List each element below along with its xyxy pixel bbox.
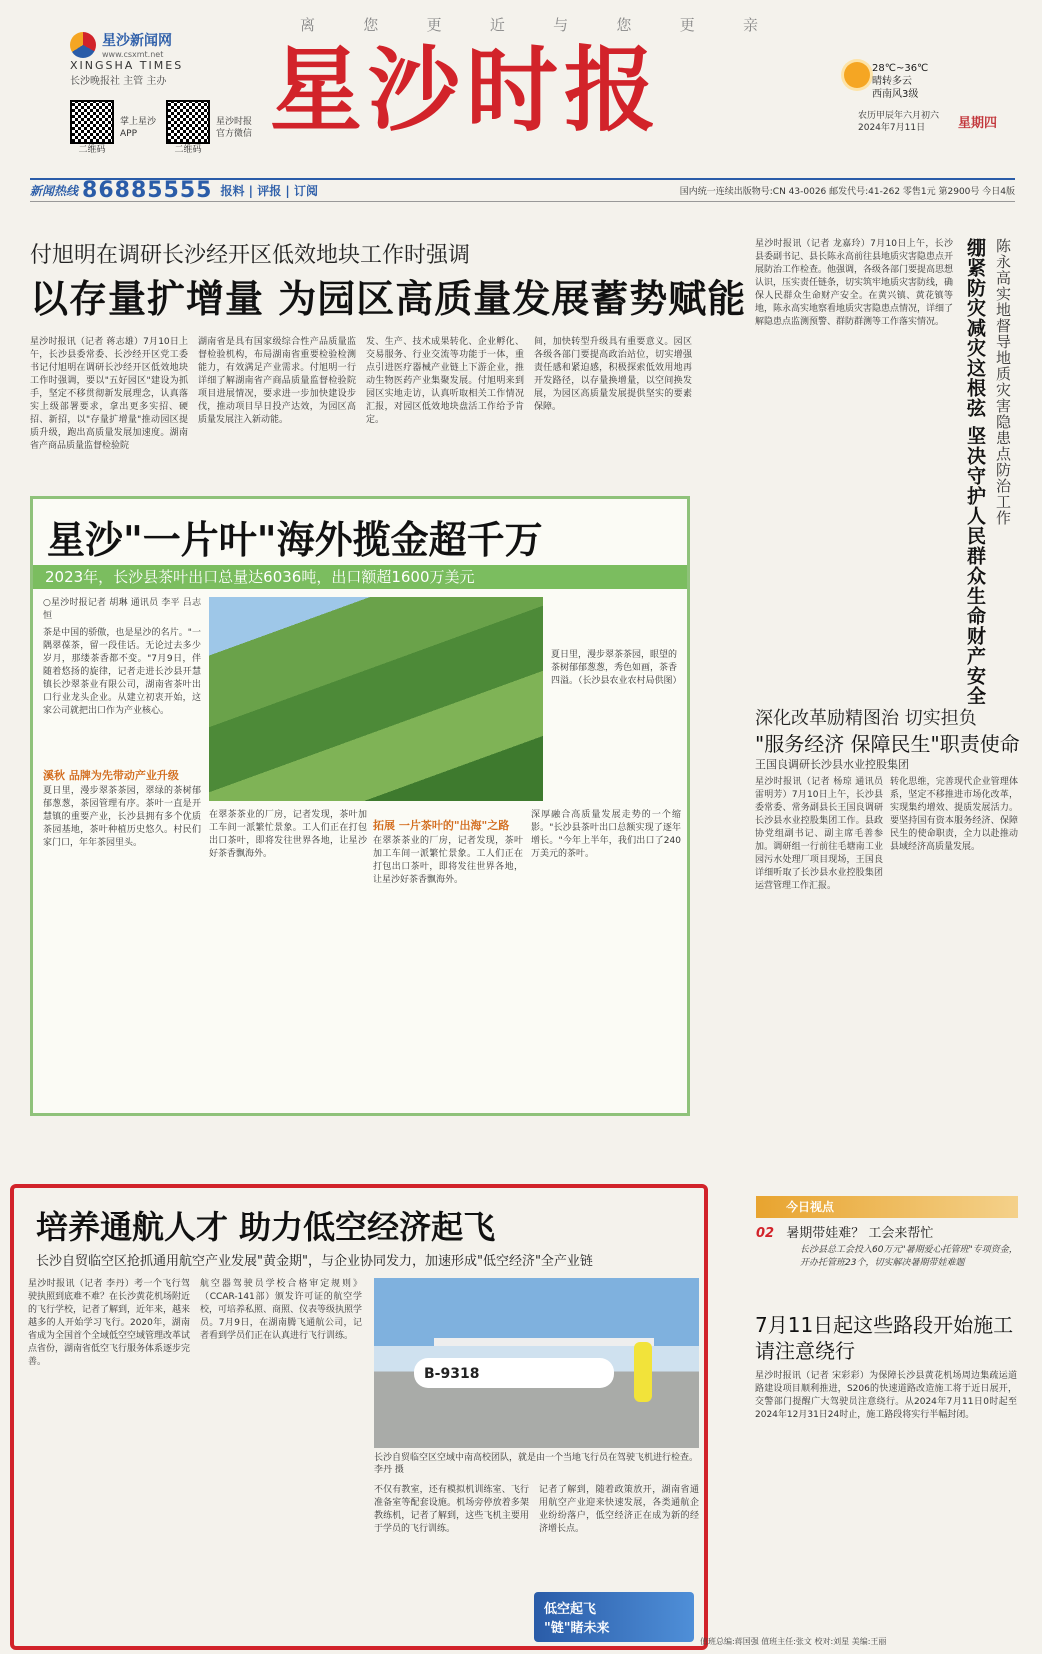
site-url[interactable]: www.csxmt.net xyxy=(102,50,164,59)
slogan-char: 离 xyxy=(300,16,318,34)
wechat-qr-code[interactable] xyxy=(166,100,210,144)
side-kicker: 陈永高实地督导地质灾害隐患点防治工作 xyxy=(994,238,1012,526)
story1-col4: 间，加快转型升级具有重要意义。园区各级各部门要提高政治站位，切实增强责任感和紧迫感，积极探索低效用地再开发路径，以存量换增量，以空间换发展，为园区高质量发展提供坚实的要素保障。 xyxy=(534,337,692,412)
byline: ○星沙时报记者 胡琳 通讯员 李平 吕志恒 xyxy=(43,598,201,621)
slogan-char: 更 xyxy=(679,16,697,34)
story2-col1: 茶是中国的骄傲，也是星沙的名片。"一隅翠葆茶，留一段佳话。无论过去多少岁月，那缕茶香都不变。"7月9日，伴随着悠扬的旋律，记者走进长沙县开慧镇长沙翠茶业有限公司，湖南省茶叶出口行业龙头企业。从建立初衷开始，这家公司就把出口作为产业核心。 xyxy=(43,628,201,716)
hotline-number[interactable]: 86885555 xyxy=(82,178,213,203)
plane-registration: B-9318 xyxy=(424,1366,480,1382)
story2-col4: 深厚融合高质量发展走势的一个缩影。"长沙县茶叶出口总额实现了逐年增长。"今年上半年，我们出口了240万美元的茶叶。 xyxy=(531,810,681,859)
story3-subhead: 王国良调研长沙县水业控股集团 xyxy=(755,758,909,771)
app-label: 掌上星沙APP xyxy=(120,117,157,139)
story3-headline[interactable]: "服务经济 保障民生"职责使命 xyxy=(755,732,1020,756)
lunar-date: 农历甲辰年六月初六 xyxy=(858,111,940,121)
story3-body: 星沙时报讯（记者 杨琼 通讯员 雷明芳）7月10日上午，长沙县委常委、常务副县长王国良调研长沙县水业控股集团工作。县政协党组副书记、副主席毛善参加。调研组一行前往毛塘南工业园污水处理厂项目现场，王国良详细听取了长沙县水业控股集团运营管理工作汇报。 xyxy=(755,777,883,891)
qr-caption: 二维码 xyxy=(174,145,202,155)
story4-col4: 记者了解到，随着政策放开，湖南省通用航空产业迎来快速发展，各类通航企业纷纷落户，低空经济正在成为新的经济增长点。 xyxy=(539,1485,699,1534)
plane-photo-caption: 长沙自贸临空区空域中南高校团队，就是由一个当地飞行员在驾驶飞机进行检查。李丹 摄 xyxy=(374,1453,699,1475)
story2-subhead: 2023年，长沙县茶叶出口总量达6036吨，出口额超1600万美元 xyxy=(33,565,687,589)
site-logo[interactable] xyxy=(70,30,230,87)
plane-wing xyxy=(434,1338,654,1346)
publish-date: 2024年7月11日 xyxy=(858,123,926,133)
side-headline: 绷紧防灾减灾这根弦 坚决守护人民群众生命财产安全 xyxy=(964,238,986,706)
slogan-char: 您 xyxy=(363,16,381,34)
hotline-label: 新闻热线 xyxy=(30,184,79,198)
slogan-char: 亲 xyxy=(742,16,760,34)
story2-col3b: 在翠茶茶业的厂房，记者发现，茶叶加工车间一派繁忙景象。工人们正在打包出口茶叶，即将发往世界各地，让星沙好茶香飘海外。 xyxy=(373,836,523,885)
logo-swirl-icon xyxy=(70,32,96,58)
low-altitude-badge[interactable] xyxy=(534,1592,694,1642)
slogan-char: 与 xyxy=(553,16,571,34)
story4-headline[interactable]: 培养通航人才 助力低空经济起飞 xyxy=(36,1208,496,1246)
tea-photo-caption: 夏日里，漫步翠茶茶园，眼望的茶树郁郁葱葱，秀色如画，茶香四溢。（长沙县农业农村局供图） xyxy=(551,650,682,686)
publisher: 长沙晚报社 主管 主办 xyxy=(70,76,167,87)
issue-info: 国内统一连续出版物号:CN 43-0026 邮发代号:41-262 零售1元 第2900号 今日4版 xyxy=(679,187,1015,197)
story2-headline[interactable]: 星沙"一片叶"海外揽金超千万 xyxy=(47,518,543,562)
story1-col1: 星沙时报讯（记者 蒋志雄）7月10日上午，长沙县委常委、长沙经开区党工委书记付旭明在调研长沙经开区低效地块工作时强调，要以"五好园区"建设为抓手，坚定不移贯彻新发展理念，认真落实上级部署要求，拿出更多实招、硬招、新招，以"存量扩增量"推动园区提质升级，跑出高质量发展加速度。湖南省产商品质量监督检验院 xyxy=(30,337,188,451)
side-vertical-headline[interactable] xyxy=(962,238,1018,718)
qr-caption: 二维码 xyxy=(78,145,106,155)
story2-byline xyxy=(43,597,201,757)
story2-section1: 溪秋 品牌为先带动产业升级 xyxy=(43,769,179,782)
story4-col3: 不仅有教室，还有模拟机训练室、飞行准备室等配套设施。机场旁停放着多架教练机，记者了解到，这些飞机主要用于学员的飞行训练。 xyxy=(374,1485,529,1534)
story2-box xyxy=(30,496,690,1116)
slogan-char: 近 xyxy=(489,16,507,34)
official-label: 星沙时报官方微信 xyxy=(216,117,253,139)
badge-line2: "链"睹未来 xyxy=(544,1621,610,1636)
story1-col2: 湖南省是具有国家级综合性产品质量监督检验机构，布局湖南省重要检验检测能力，有效满足产业需求。付旭明一行详细了解湖南省产商品质量监督检验院项目进展情况，要求进一步加快建设步伐，推动项目早日投产达效，为园区高质量发展注入新动能。 xyxy=(198,337,356,425)
weather-wind: 西南风3级 xyxy=(872,89,919,100)
weather-temp: 28℃~36℃ xyxy=(872,63,929,74)
badge-line1: 低空起飞 xyxy=(544,1602,597,1617)
masthead-title: 星沙时报 xyxy=(270,36,663,144)
story3-kicker: 深化改革励精图治 切实担负 xyxy=(755,708,977,729)
story4-box xyxy=(10,1184,708,1650)
qr-area xyxy=(70,100,256,156)
story1-headline[interactable]: 以存量扩增量 为园区高质量发展蓄势赋能 xyxy=(30,277,747,321)
story1-col3: 发、生产、技术成果转化、企业孵化、交易服务、行业交流等功能于一体，重点引进医疗器械产业链上下游企业，推动生物医药产业集聚发展。付旭明来到园区实地走访，认真听取相关工作情况汇报，对园区低效地块盘活工作给予肯定。 xyxy=(366,337,524,425)
app-qr-code[interactable] xyxy=(70,100,114,144)
story4-col1: 星沙时报讯（记者 李丹）考一个飞行驾驶执照到底难不难？在长沙黄花机场附近的飞行学校，记者了解到，近年来，越来越多的人开始学习飞行。2020年，湖南省成为全国首个全域低空空域管理改革试点省份，湖南省低空飞行服务体系逐步完善。 xyxy=(28,1279,190,1367)
hotline-links[interactable]: 报料 | 评报 | 订阅 xyxy=(220,184,318,198)
slogan xyxy=(300,14,760,35)
weekday: 星期四 xyxy=(958,116,998,131)
tea-garden-photo[interactable] xyxy=(209,597,543,801)
story2-col3: 在翠茶茶业的厂房，记者发现，茶叶加工车间一派繁忙景象。工人们正在打包出口茶叶，即将发往世界各地，让星沙好茶香飘海外。 xyxy=(209,810,367,859)
story3-body2: 转化思维，完善现代企业管理体系，坚定不移推进市场化改革，实现集约增效、提质发展活力。要坚持国有资本服务经济、保障民生的使命职责，全力以赴推动县域经济高质量发展。 xyxy=(890,777,1018,852)
story2-section2: 拓展 一片茶叶的"出海"之路 xyxy=(373,819,510,832)
sun-icon xyxy=(844,62,870,88)
story5-headline[interactable]: 7月11日起这些路段开始施工 请注意绕行 xyxy=(755,1313,1014,1363)
today-item[interactable] xyxy=(756,1222,1018,1241)
today-page-num: 02 xyxy=(756,1226,775,1241)
story2-col2: 夏日里，漫步翠茶茶园，翠绿的茶树郁郁葱葱，茶园管理有序。茶叶一直是开慧镇的重要产业，长沙县拥有多个优质茶园基地，茶叶种植历史悠久。村民们家门口，年年茶园里头。 xyxy=(43,786,201,848)
story4-subhead: 长沙自贸临空区抢抓通用航空产业发展"黄金期"，与企业协同发力，加速形成"低空经济"全产业链 xyxy=(36,1254,593,1269)
plane-photo[interactable] xyxy=(374,1278,699,1448)
today-desc: 长沙县总工会投入60万元"暑期爱心托管班"专项资金，开办托管班23个，切实解决暑期带娃难题 xyxy=(800,1245,1018,1268)
slogan-char: 更 xyxy=(426,16,444,34)
site-name: 星沙新闻网 xyxy=(102,33,172,49)
story1-kicker: 付旭明在调研长沙经开区低效地块工作时强调 xyxy=(30,243,471,268)
footer-credits: 值班总编:蒋国强 值班主任:张文 校对:刘星 美编:王丽 xyxy=(700,1637,887,1646)
story5-body: 星沙时报讯（记者 宋彩彩）为保障长沙县黄花机场周边集疏运道路建设项目顺利推进，S206的快速道路改造施工将于近日展开，交警部门提醒广大驾驶员注意绕行。从2024年7月11日0时起至2024年12月31日24时止，施工路段将实行半幅封闭。 xyxy=(755,1371,1017,1420)
side-story-body: 星沙时报讯（记者 龙嘉玲）7月10日上午，长沙县委副书记、县长陈永高前往县地质灾害隐患点开展防治工作检查。他强调，各级各部门要提高思想认识，压实责任链条，切实筑牢地质灾害防线，确保人民群众生命财产安全。在黄兴镇、黄花镇等地，陈永高实地察看地质灾害隐患点情况，详细了解隐患点监测预警、群防群测等工作落实情况。 xyxy=(755,239,953,327)
weather-info xyxy=(872,62,928,101)
today-viewpoint-bar xyxy=(756,1196,1018,1218)
story4-col2: 航空器驾驶员学校合格审定规则》（CCAR-141部）颁发许可证的航空学校，可培养私照、商照、仪表等级执照学员。7月9日，在湖南腾飞通航公司，记者看到学员们正在认真进行飞行训练。 xyxy=(200,1279,362,1341)
weather-desc: 晴转多云 xyxy=(872,76,912,87)
today-title: 暑期带娃难？ 工会来帮忙 xyxy=(786,1226,934,1241)
hotline-bar xyxy=(30,178,1015,202)
logo-english: XINGSHA TIMES xyxy=(70,59,184,72)
instructor-figure xyxy=(634,1342,652,1402)
slogan-char: 您 xyxy=(616,16,634,34)
today-label: 今日视点 xyxy=(786,1200,835,1214)
